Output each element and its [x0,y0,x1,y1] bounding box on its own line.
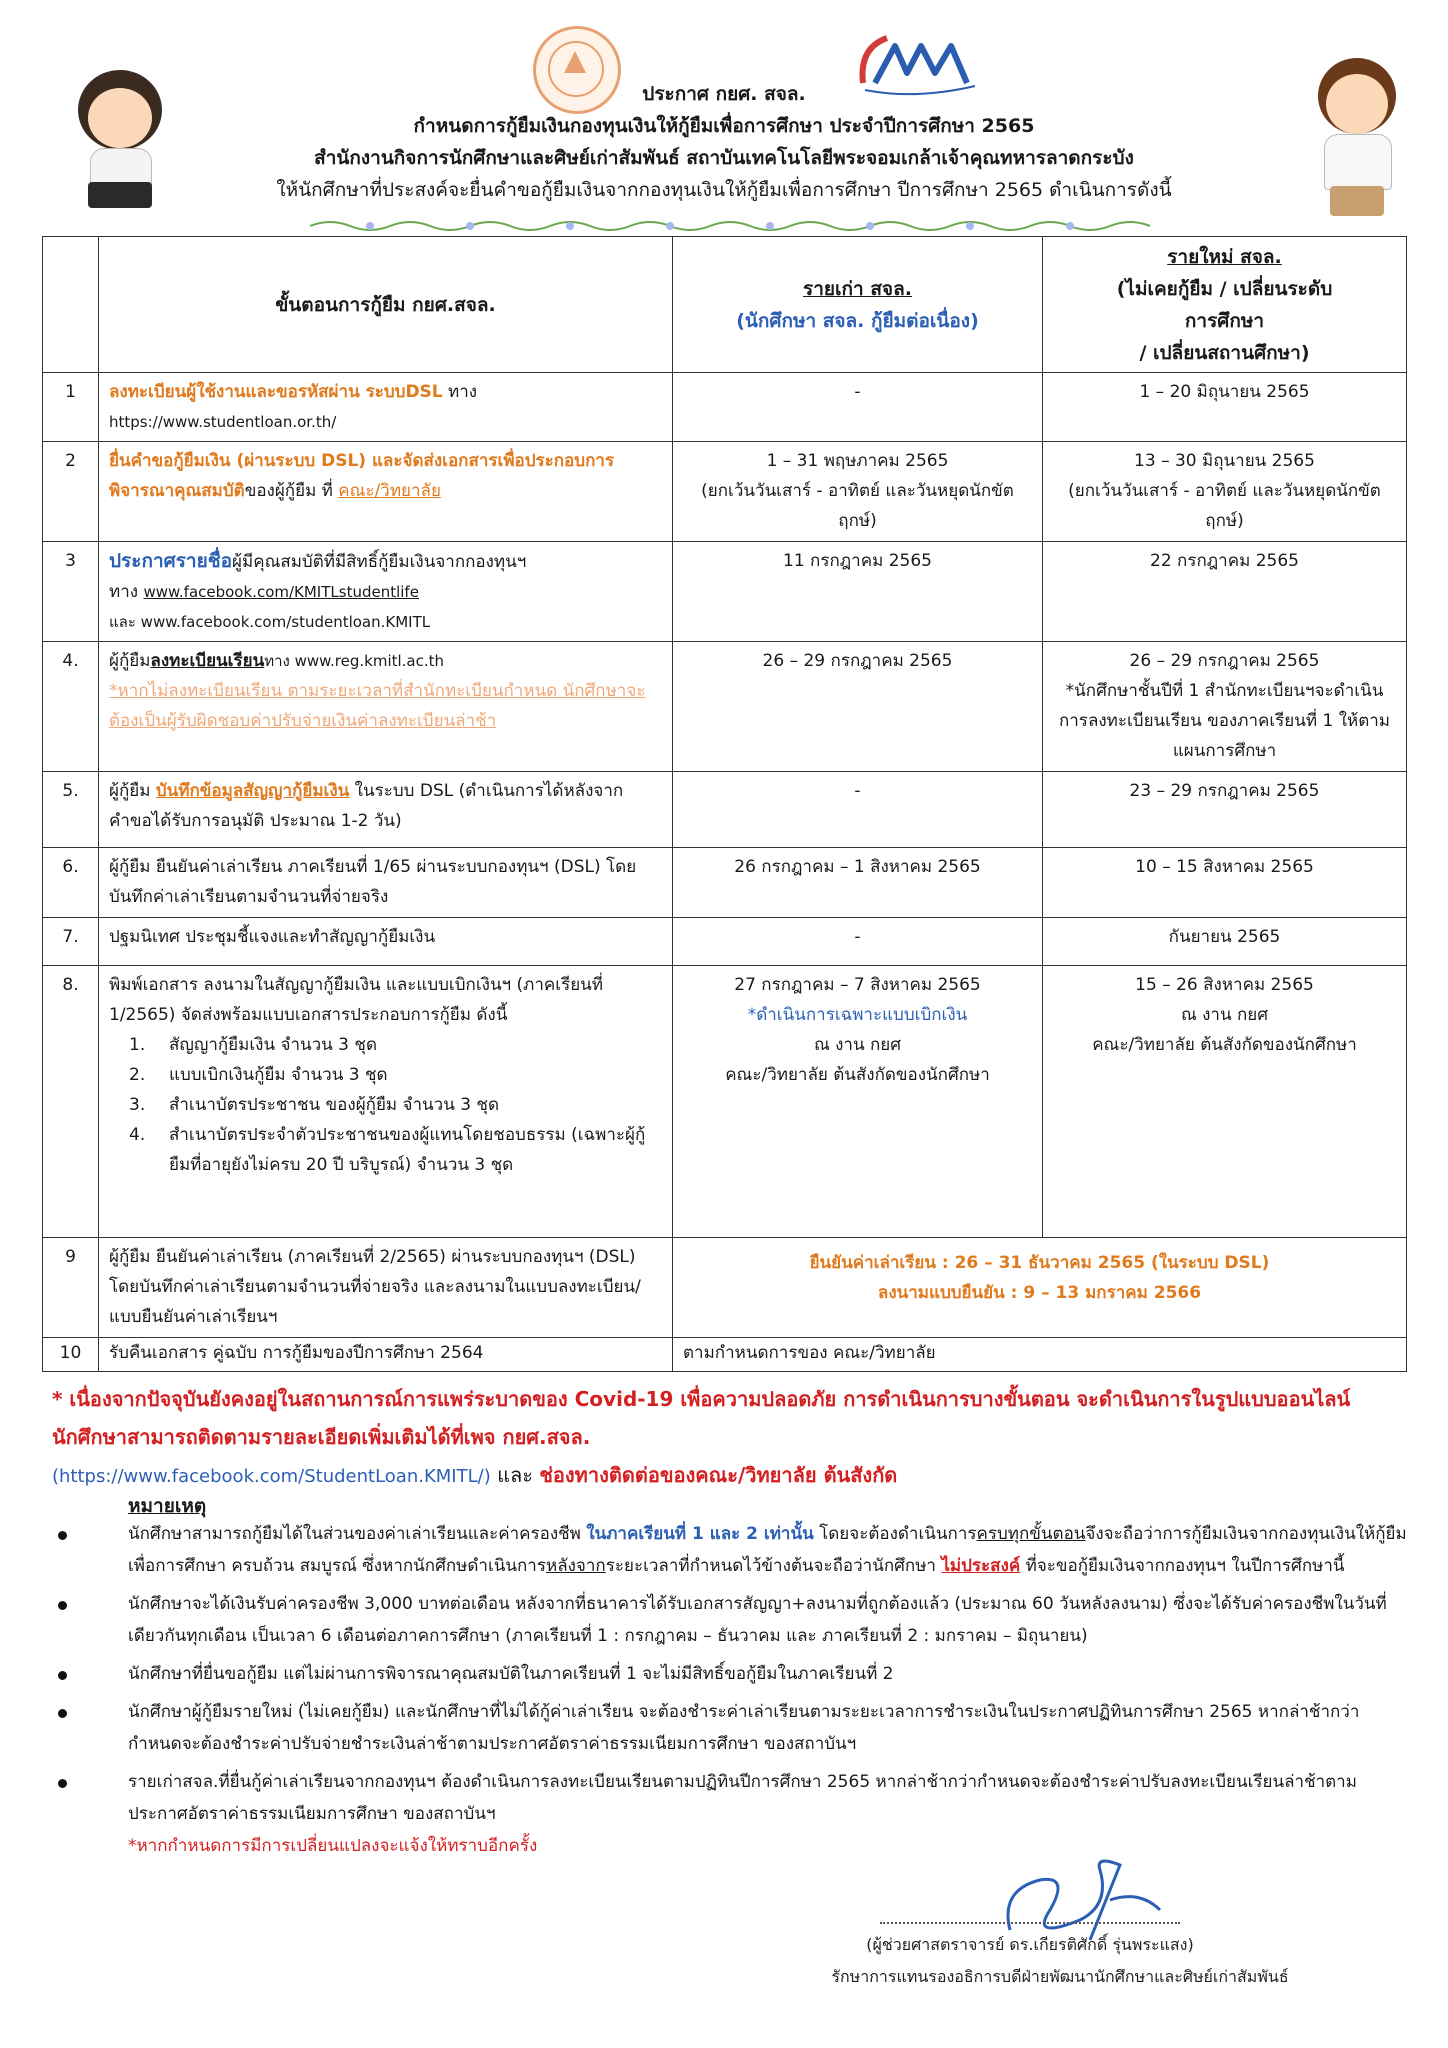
row-old-note: (ยกเว้นวันเสาร์ - อาทิตย์ และวันหยุดนักขัตฤกษ์) [701,481,1014,531]
table-row [43,966,1407,1238]
row-old: - [673,772,1043,848]
table-row [43,1338,1407,1372]
row-no: 4. [43,642,99,772]
row-old-date: 1 – 31 พฤษภาคม 2565 [766,451,949,471]
row-old: 26 – 29 กรกฎาคม 2565 [673,642,1043,772]
row-new [1043,442,1407,542]
head-old [673,237,1043,373]
list-item: 4. สำเนาบัตรประจำตัวประชาชนของผู้แทนโดยชอบธรรม (เฉพาะผู้กู้ยืมที่อายุยังไม่ครบ 20 ปี บริบูรณ์) จำนวน 3 ชุด [129,1125,646,1175]
vine-divider [310,218,1150,234]
row-step-url: https://www.studentloan.or.th/ [109,413,337,431]
row-new-note: (ยกเว้นวันเสาร์ - อาทิตย์ และวันหยุดนักขัตฤกษ์) [1068,481,1381,531]
table-row [43,442,1407,542]
row-old-place: ณ งาน กยศ [813,1035,902,1055]
row-step [99,966,673,1238]
row-step-highlight: ลงทะเบียนเรียน [150,651,265,671]
row-step [99,642,673,772]
row-new: 10 – 15 สิงหาคม 2565 [1043,848,1407,918]
row-no: 9 [43,1238,99,1338]
row-old: - [673,373,1043,442]
head-new-sub3: / เปลี่ยนสถานศึกษา) [1139,341,1310,364]
row-old: - [673,918,1043,966]
row-step-text: ของผู้กู้ยืม ที่ [244,481,339,501]
row-old [673,442,1043,542]
row-new-faculty: คณะ/วิทยาลัย ต้นสังกัดของนักศึกษา [1092,1035,1357,1055]
row-step [99,373,673,442]
document-list [109,1030,662,1180]
row-step-via: ทาง [109,582,144,602]
table-row [43,1238,1407,1338]
row-no: 1 [43,373,99,442]
row-new: กันยายน 2565 [1043,918,1407,966]
row-no: 7. [43,918,99,966]
row-step-detail: ในระบบ DSL (ดำเนินการได้หลังจาก คำขอได้รับการอนุมัติ ประมาณ 1-2 วัน) [109,781,624,831]
covid-contact-text: ช่องทางติดต่อของคณะ/วิทยาลัย ต้นสังกัด [539,1463,898,1487]
row-merged: ตามกำหนดการของ คณะ/วิทยาลัย [673,1338,1407,1372]
table-row [43,542,1407,642]
row-step: ปฐมนิเทศ ประชุมชี้แจงและทำสัญญากู้ยืมเงิน [99,918,673,966]
row-old [673,966,1043,1238]
note-item: นักศึกษาผู้กู้ยืมรายใหม่ (ไม่เคยกู้ยืม) และนักศึกษาที่ไม่ได้กู้ค่าเล่าเรียน จะต้องชำระค่าเล่าเรียนตามระยะเวลาการชำระเงินในประกาศปฏิทินการศึกษา 2565 หากล่าช้ากว่ากำหนดจะต้องชำระค่าปรับจ่ายชำระเงินล่าช้าตามประกาศอัตราค่าธรรมเนียมการศึกษา ของสถาบันฯ [52,1696,1412,1760]
header-line-4: ให้นักศึกษาที่ประสงค์จะยื่นคำขอกู้ยืมเงินจากกองทุนเงินให้กู้ยืมเพื่อการศึกษา ปีการศึกษา 2565 ดำเนินการดังนี้ [276,179,1172,201]
row-no: 3 [43,542,99,642]
row-step [99,442,673,542]
header-line-1: ประกาศ กยศ. สจล. [642,83,806,105]
header-line-3: สำนักงานกิจการนักศึกษาและศิษย์เก่าสัมพันธ์ สถาบันเทคโนโลยีพระจอมเกล้าเจ้าคุณทหารลาดกระบัง [314,147,1134,169]
list-item: 1. สัญญากู้ยืมเงิน จำนวน 3 ชุด [129,1035,377,1055]
row-new-note: *นักศึกษาชั้นปีที่ 1 สำนักทะเบียนฯจะดำเนินการลงทะเบียนเรียน ของภาคเรียนที่ 1 ให้ตามแผนการศึกษา [1058,681,1391,761]
row-step-text: พิมพ์เอกสาร ลงนามในสัญญากู้ยืมเงิน และแบบเบิกเงินฯ (ภาคเรียนที่ 1/2565) จัดส่งพร้อมแบบเอกสารประกอบการกู้ยืม ดังนี้ [109,975,603,1025]
notes-title: หมายเหตุ [128,1495,207,1517]
covid-notice [52,1380,1412,1496]
row-old-faculty: คณะ/วิทยาลัย ต้นสังกัดของนักศึกษา [725,1065,990,1085]
covid-notice-text: * เนื่องจากปัจจุบันยังคงอยู่ในสถานการณ์การแพร่ระบาดของ Covid-19 เพื่อความปลอดภัย การดำเนินการบางขั้นตอน จะดำเนินการในรูปแบบออนไลน์ นักศึกษาสามารถติดตามรายละเอียดเพิ่มเติมได้ที่เพจ กยศ.สจล. [52,1387,1351,1449]
row-old-note: *ดำเนินการเฉพาะแบบเบิกเงิน [747,1005,968,1025]
row-step: ผู้กู้ยืม ยืนยันค่าเล่าเรียน (ภาคเรียนที่ 2/2565) ผ่านระบบกองทุนฯ (DSL) โดยบันทึกค่าเล่าเรียนตามจำนวนที่จ่ายจริง และลงนามในแบบลงทะเบียน/แบบยืนยันค่าเล่าเรียนฯ [99,1238,673,1338]
head-old-sub: (นักศึกษา สจล. กู้ยืมต่อเนื่อง) [736,309,979,332]
facebook-link-studentloan: และ www.facebook.com/studentloan.KMITL [109,613,431,631]
header-line-2: กำหนดการกู้ยืมเงินกองทุนเงินให้กู้ยืมเพื่อการศึกษา ประจำปีการศึกษา 2565 [413,115,1035,137]
row-step-text: ทาง [442,382,478,402]
row-merged-sign: ลงนามแบบยืนยัน : 9 – 13 มกราคม 2566 [877,1283,1202,1303]
table-row [43,848,1407,918]
row-no: 2 [43,442,99,542]
signatory-name: (ผู้ช่วยศาสตราจารย์ ดร.เกียรติศักดิ์ รุ่นพระแสง) [866,1935,1194,1954]
row-step-url: ทาง www.reg.kmitl.ac.th [264,652,445,670]
row-old: 11 กรกฎาคม 2565 [673,542,1043,642]
facebook-page-link[interactable]: (https://www.facebook.com/StudentLoan.KMITL/) [52,1466,491,1487]
row-no: 10 [43,1338,99,1372]
note-item: นักศึกษาสามารถกู้ยืมได้ในส่วนของค่าเล่าเรียนและค่าครองชีพ ในภาคเรียนที่ 1 และ 2 เท่านั้น โดยจะต้องดำเนินการครบทุกขั้นตอนจึงจะถือว่าการกู้ยืมเงินจากกองทุนเงินให้กู้ยืมเพื่อการศึกษา ครบถ้วน สมบูรณ์ ซึ่งหากนักศึกษดำเนินการหลังจากระยะเวลาที่กำหนดไว้ข้างต้นจะถือว่านักศึกษา ไม่ประสงค์ ที่จะขอกู้ยืมเงินจากกองทุนฯ ในปีการศึกษานี้ [52,1518,1412,1582]
row-step-highlight: ประกาศรายชื่อ [109,550,233,572]
row-new: 22 กรกฎาคม 2565 [1043,542,1407,642]
row-step [99,542,673,642]
note-item: รายเก่าสจล.ที่ยื่นกู้ค่าเล่าเรียนจากกองทุนฯ ต้องดำเนินการลงทะเบียนเรียนตามปฏิทินปีการศึกษา 2565 หากล่าช้ากว่ากำหนดจะต้องชำระค่าปรับลงทะเบียนเรียนล่าช้าตามประกาศอัตราค่าธรรมเนียมการศึกษา ของสถาบันฯ *หากกำหนดการมีการเปลี่ยนแปลงจะแจ้งให้ทราบอีกครั้ง [52,1766,1412,1862]
table-row [43,642,1407,772]
faculty-link[interactable]: คณะ/วิทยาลัย [338,481,441,501]
head-new-sub1: (ไม่เคยกู้ยืม / เปลี่ยนระดับ [1116,277,1333,300]
head-new-title: รายใหม่ สจล. [1167,245,1282,268]
signature-line [880,1922,1180,1924]
row-new [1043,642,1407,772]
list-item: 3. สำเนาบัตรประชาชน ของผู้กู้ยืม จำนวน 3 ชุด [129,1095,500,1115]
row-step-text: ผู้มีคุณสมบัติที่มีสิทธิ์กู้ยืมเงินจากกองทุนฯ [232,552,527,572]
row-merged-confirm: ยืนยันค่าเล่าเรียน : 26 – 31 ธันวาคม 2565 (ในระบบ DSL) [809,1253,1270,1273]
row-new-date: 13 – 30 มิถุนายน 2565 [1134,451,1315,471]
table-header-row [43,237,1407,373]
note-item: นักศึกษาที่ยื่นขอกู้ยืม แต่ไม่ผ่านการพิจารณาคุณสมบัติในภาคเรียนที่ 1 จะไม่มีสิทธิ์ขอกู้ยืมในภาคเรียนที่ 2 [52,1658,1412,1690]
row-new: 23 – 29 กรกฎาคม 2565 [1043,772,1407,848]
row-new-date: 15 – 26 สิงหาคม 2565 [1135,975,1314,995]
head-new-sub2: การศึกษา [1184,309,1265,332]
row-new: 1 – 20 มิถุนายน 2565 [1043,373,1407,442]
row-step: ผู้กู้ยืม ยืนยันค่าเล่าเรียน ภาคเรียนที่ 1/65 ผ่านระบบกองทุนฯ (DSL) โดยบันทึกค่าเล่าเรียนตามจำนวนที่จ่ายจริง [99,848,673,918]
covid-and: และ [490,1463,540,1487]
notes-list [52,1518,1412,1868]
row-merged [673,1238,1407,1338]
row-step-warning: *หากไม่ลงทะเบียนเรียน ตามระยะเวลาที่สำนักทะเบียนกำหนด นักศึกษาจะต้องเป็นผู้รับผิดชอบค่าปรับจ่ายเงินค่าลงทะเบียนล่าช้า [109,681,646,731]
row-step-text: ผู้กู้ยืม [109,651,151,671]
head-step: ขั้นตอนการกู้ยืม กยศ.สจล. [99,237,673,373]
table-row [43,772,1407,848]
list-item: 2. แบบเบิกเงินกู้ยืม จำนวน 3 ชุด [129,1065,388,1085]
table-row [43,918,1407,966]
row-step-text: ผู้กู้ยืม [109,781,156,801]
row-old-date: 27 กรกฎาคม – 7 สิงหาคม 2565 [734,975,981,995]
row-step: รับคืนเอกสาร คู่ฉบับ การกู้ยืมของปีการศึกษา 2564 [99,1338,673,1372]
row-new-date: 26 – 29 กรกฎาคม 2565 [1129,651,1320,671]
row-step-highlight: บันทึกข้อมูลสัญญากู้ยืมเงิน [155,781,350,801]
row-step-highlight: ยื่นคำขอกู้ยืมเงิน (ผ่านระบบ DSL) และจัดส่งเอกสารเพื่อประกอบการพิจารณาคุณสมบัติ [109,451,615,501]
row-step-highlight: ลงทะเบียนผู้ใช้งานและขอรหัสผ่าน ระบบDSL [109,382,443,402]
row-old: 26 กรกฎาคม – 1 สิงหาคม 2565 [673,848,1043,918]
row-step [99,772,673,848]
head-old-title: รายเก่า สจล. [803,277,912,300]
head-new [1043,237,1407,373]
facebook-link-studentlife[interactable]: www.facebook.com/KMITLstudentlife [143,583,419,601]
row-new [1043,966,1407,1238]
signatory-position: รักษาการแทนรองอธิการบดีฝ่ายพัฒนานักศึกษาและศิษย์เก่าสัมพันธ์ [831,1967,1289,1986]
schedule-table [42,236,1407,1372]
row-new-place: ณ งาน กยศ [1180,1005,1269,1025]
row-no: 6. [43,848,99,918]
table-row [43,373,1407,442]
row-no: 5. [43,772,99,848]
note-item: นักศึกษาจะได้เงินรับค่าครองชีพ 3,000 บาทต่อเดือน หลังจากที่ธนาคารได้รับเอกสารสัญญา+ลงนามที่ถูกต้องแล้ว (ประมาณ 60 วันหลังลงนาม) ซึ่งจะได้รับค่าครองชีพในวันที่เดียวกันทุกเดือน เป็นเวลา 6 เดือนต่อภาคการศึกษา (ภาคเรียนที่ 1 : กรกฎาคม – ธันวาคม และ ภาคเรียนที่ 2 : มกราคม – มิถุนายน) [52,1588,1412,1652]
row-no: 8. [43,966,99,1238]
